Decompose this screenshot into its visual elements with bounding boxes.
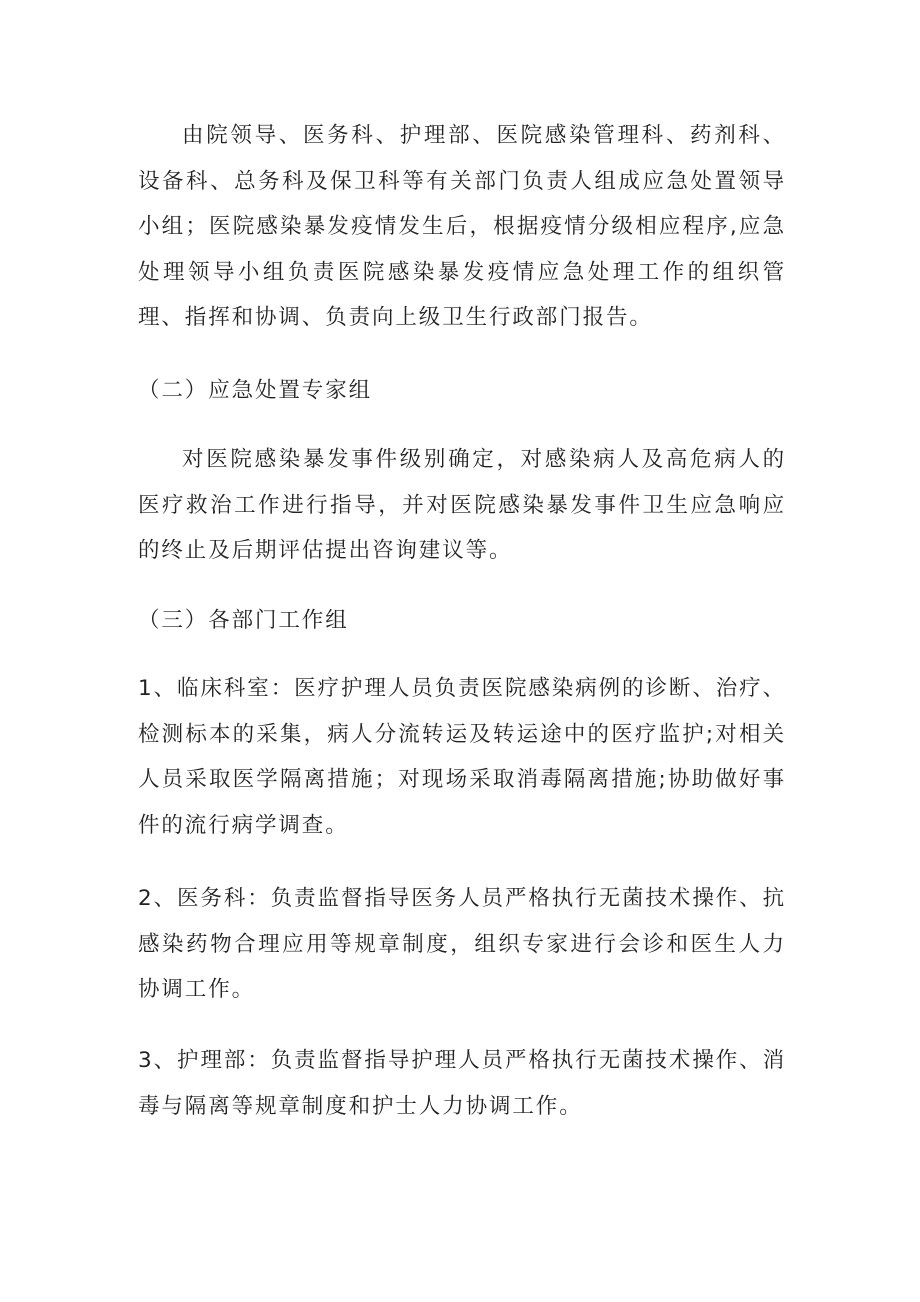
expert-group-paragraph: 对医院感染暴发事件级别确定，对感染病人及高危病人的医疗救治工作进行指导，并对医院感染暴发事件卫生应急响应的终止及后期评估提出咨询建议等。 — [138, 447, 786, 563]
expert-group-heading: （二）应急处置专家组 — [138, 378, 373, 403]
medical-affairs-item: 2、医务科：负责监督指导医务人员严格执行无菌技术操作、抗感染药物合理应用等规章制度，组织专家进行会诊和医生人力协调工作。 — [138, 886, 786, 1002]
leadership-group-paragraph: 由院领导、医务科、护理部、医院感染管理科、药剂科、设备科、总务科及保卫科等有关部门负责人组成应急处置领导小组；医院感染暴发疫情发生后，根据疫情分级相应程序,应急处理领导小组负责医院感染暴发疫情应急处理工作的组织管理、指挥和协调、负责向上级卫生行政部门报告。 — [138, 123, 786, 330]
clinical-department-item: 1、临床科室：医疗护理人员负责医院感染病例的诊断、治疗、检测标本的采集，病人分流转运及转运途中的医疗监护;对相关人员采取医学隔离措施；对现场采取消毒隔离措施;协助做好事件的流行病学调查。 — [138, 676, 786, 838]
work-groups-heading: （三）各部门工作组 — [138, 608, 349, 633]
nursing-department-item: 3、护理部：负责监督指导护理人员严格执行无菌技术操作、消毒与隔离等规章制度和护士人力协调工作。 — [138, 1048, 786, 1119]
